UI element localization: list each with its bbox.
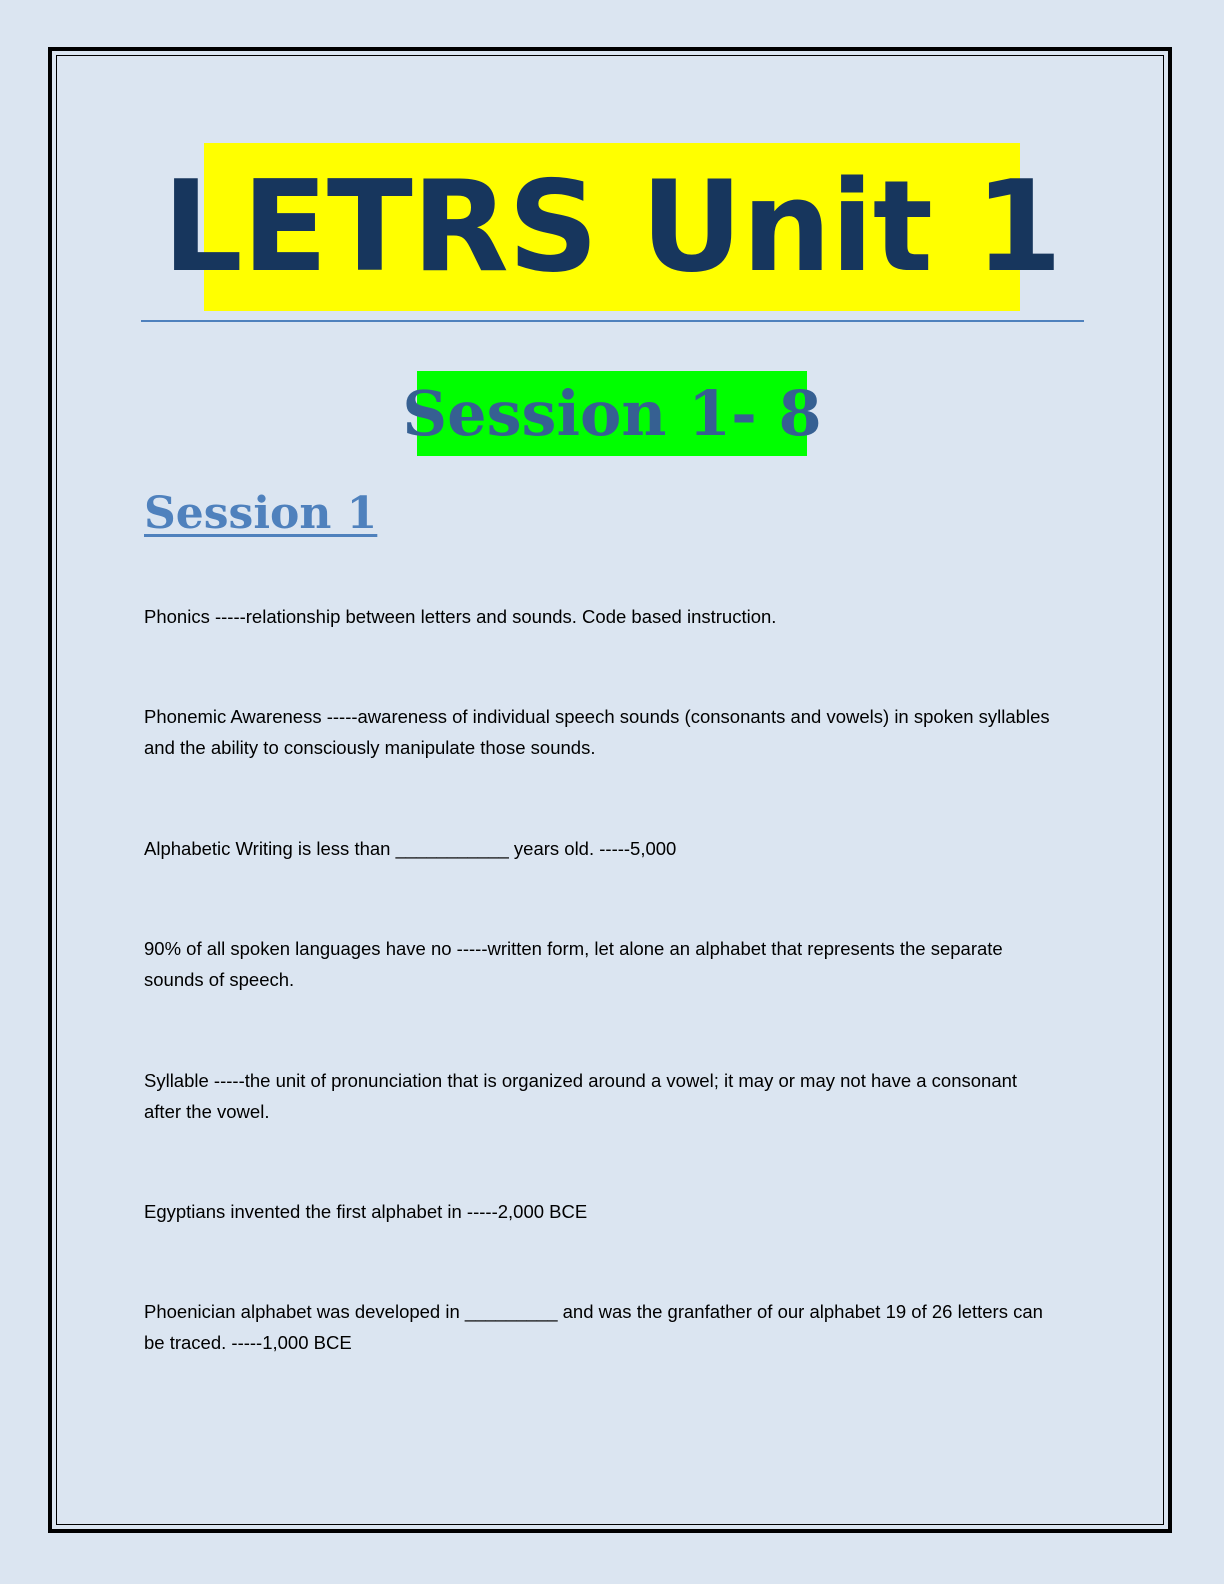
paragraph-phoenician: Phoenician alphabet was developed in _________ and was the granfather of our alphabet 19 of 26 letters can be traced. -----1,000 BCE xyxy=(144,1301,1043,1353)
paragraph-phonemic-awareness: Phonemic Awareness -----awareness of individual speech sounds (consonants and vowels) in spoken syllables and the ability to consciously manipulate those sounds. xyxy=(144,706,1050,758)
document-subtitle: Session 1- 8 xyxy=(402,376,822,450)
document-title: LETRS Unit 1 xyxy=(162,153,1062,300)
title-highlight xyxy=(162,143,1062,311)
title-divider xyxy=(141,320,1084,322)
paragraph-syllable: Syllable -----the unit of pronunciation that is organized around a vowel; it may or may not have a consonant after the vowel. xyxy=(144,1070,1018,1122)
paragraph-egyptians: Egyptians invented the first alphabet in -----2,000 BCE xyxy=(144,1201,588,1222)
paragraph-phonics: Phonics -----relationship between letters and sounds. Code based instruction. xyxy=(144,606,777,627)
subtitle-highlight xyxy=(402,371,822,456)
paragraph-spoken-languages: 90% of all spoken languages have no -----written form, let alone an alphabet that represents the separate sounds of speech. xyxy=(144,938,1003,990)
paragraph-alphabetic-writing: Alphabetic Writing is less than ___________ years old. -----5,000 xyxy=(144,838,677,859)
section-heading: Session 1 xyxy=(144,488,378,539)
